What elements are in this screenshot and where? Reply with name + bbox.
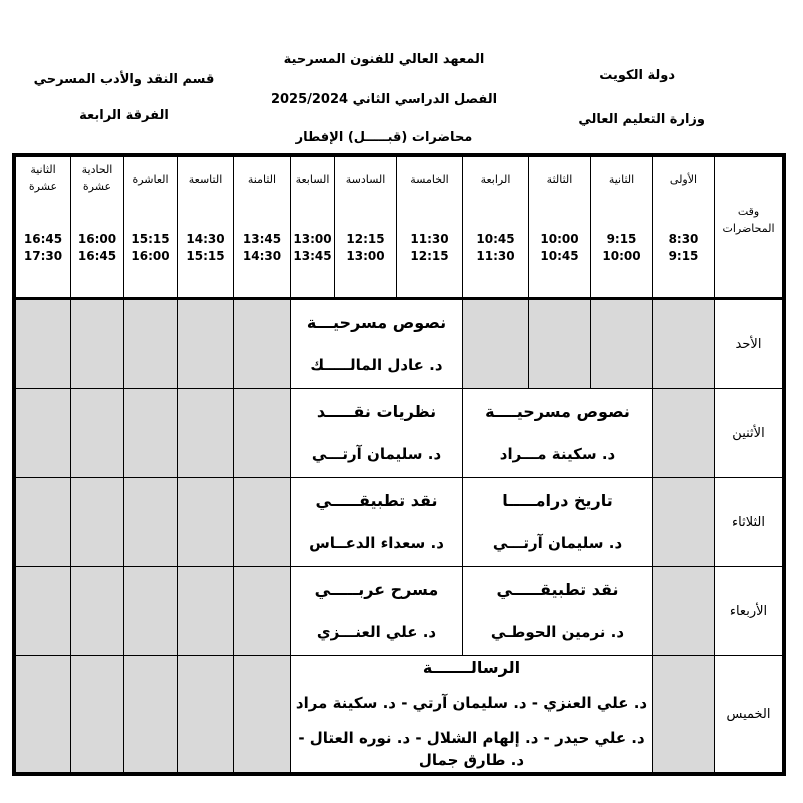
empty-slot <box>71 656 124 773</box>
empty-slot <box>653 299 715 389</box>
professor-name: د. نرمين الحوطـي <box>490 623 625 641</box>
thesis-committee-line2: د. علي حيدر - د. إلهام الشلال - د. نوره العتال - د. طارق جمال <box>298 729 645 769</box>
period-name: الرابعة <box>463 157 529 228</box>
empty-slot <box>178 656 234 773</box>
day-label: الأثنين <box>715 389 783 478</box>
empty-slot <box>16 567 71 656</box>
thesis-title: الرسالـــــــة <box>422 658 521 677</box>
empty-slot <box>178 567 234 656</box>
department-name: قسم النقد والأدب المسرحي <box>33 72 215 87</box>
empty-slot <box>591 299 653 389</box>
day-row-thursday <box>16 656 783 773</box>
empty-slot <box>16 656 71 773</box>
empty-slot <box>71 389 124 478</box>
class-slot <box>463 478 653 567</box>
corner-label: وقت المحاضرات <box>722 205 775 235</box>
empty-slot <box>124 478 178 567</box>
state-name: دولة الكويت <box>599 68 675 83</box>
period-time: 13:45 14:30 <box>234 227 291 299</box>
period-time: 9:15 10:00 <box>591 227 653 299</box>
empty-slot <box>234 478 291 567</box>
class-slot <box>463 567 653 656</box>
period-name: الثالثة <box>529 157 591 228</box>
empty-slot <box>71 567 124 656</box>
professor-name: د. سكينة مـــراد <box>499 445 616 463</box>
ministry-name: وزارة التعليم العالي <box>578 112 705 127</box>
empty-slot <box>234 656 291 773</box>
day-row-monday <box>16 389 783 478</box>
corner-label-cell <box>715 157 783 299</box>
course-name: نظريات نقـــــد <box>316 402 437 421</box>
day-row-sunday <box>16 299 783 389</box>
course-name: نقد تطبيقـــــي <box>496 580 619 599</box>
empty-slot <box>71 478 124 567</box>
period-time: 8:30 9:15 <box>653 227 715 299</box>
class-slot <box>291 299 463 389</box>
class-slot <box>291 478 463 567</box>
professor-name: د. علي العنـــزي <box>316 623 437 641</box>
lectures-title: محاضرات (قبـــــل) الإفطار <box>295 130 473 145</box>
class-slot <box>291 567 463 656</box>
period-name: السادسة <box>335 157 397 228</box>
empty-slot <box>16 389 71 478</box>
empty-slot <box>653 567 715 656</box>
course-name: نقد تطبيقـــــي <box>315 491 438 510</box>
empty-slot <box>529 299 591 389</box>
period-time: 14:30 15:15 <box>178 227 234 299</box>
period-name: الثامنة <box>234 157 291 228</box>
course-name: تاريخ درامـــــا <box>502 491 613 510</box>
professor-name: د. عادل المالـــــك <box>310 356 443 374</box>
empty-slot <box>124 656 178 773</box>
empty-slot <box>16 478 71 567</box>
period-name: الخامسة <box>397 157 463 228</box>
day-row-tuesday <box>16 478 783 567</box>
course-name: نصوص مسرحيــــة <box>485 402 630 421</box>
period-name: الأولى <box>653 157 715 228</box>
class-slot <box>463 389 653 478</box>
professor-name: د. سليمان آرتـــي <box>492 534 623 552</box>
period-time: 10:00 10:45 <box>529 227 591 299</box>
year-group: الفرقة الرابعة <box>79 108 169 123</box>
institute-name: المعهد العالي للفنون المسرحية <box>283 52 485 67</box>
period-name: التاسعة <box>178 157 234 228</box>
course-name: مسرح عربـــــي <box>314 580 439 599</box>
period-time: 13:00 13:45 <box>291 227 335 299</box>
empty-slot <box>124 389 178 478</box>
empty-slot <box>653 478 715 567</box>
period-name: الثانية عشرة <box>16 157 71 228</box>
class-slot <box>291 389 463 478</box>
period-time: 16:45 17:30 <box>16 227 71 299</box>
empty-slot <box>653 389 715 478</box>
empty-slot <box>653 656 715 773</box>
empty-slot <box>463 299 529 389</box>
period-time: 12:15 13:00 <box>335 227 397 299</box>
empty-slot <box>178 299 234 389</box>
period-time: 16:00 16:45 <box>71 227 124 299</box>
period-time: 15:15 16:00 <box>124 227 178 299</box>
empty-slot <box>124 299 178 389</box>
empty-slot <box>178 389 234 478</box>
period-name: الثانية <box>591 157 653 228</box>
day-label: الأحد <box>715 299 783 389</box>
thesis-slot <box>291 656 653 773</box>
empty-slot <box>234 299 291 389</box>
period-time: 11:30 12:15 <box>397 227 463 299</box>
empty-slot <box>124 567 178 656</box>
day-label: الخميس <box>715 656 783 773</box>
empty-slot <box>71 299 124 389</box>
day-label: الثلاثاء <box>715 478 783 567</box>
professor-name: د. سعداء الدعــاس <box>309 534 444 552</box>
period-name: الحادية عشرة <box>71 157 124 228</box>
course-name: نصوص مسرحيـــة <box>306 313 447 332</box>
empty-slot <box>16 299 71 389</box>
day-row-wednesday <box>16 567 783 656</box>
empty-slot <box>234 567 291 656</box>
period-name: السابعة <box>291 157 335 228</box>
thesis-committee-line1: د. علي العنزي - د. سليمان آرتي - د. سكينة مراد <box>295 694 648 712</box>
period-time: 10:45 11:30 <box>463 227 529 299</box>
day-label: الأربعاء <box>715 567 783 656</box>
professor-name: د. سليمان آرتـــي <box>311 445 442 463</box>
empty-slot <box>234 389 291 478</box>
schedule-table <box>15 156 783 773</box>
empty-slot <box>178 478 234 567</box>
period-name: العاشرة <box>124 157 178 228</box>
semester-title: الفصل الدراسي الثاني 2025/2024 <box>270 92 498 107</box>
